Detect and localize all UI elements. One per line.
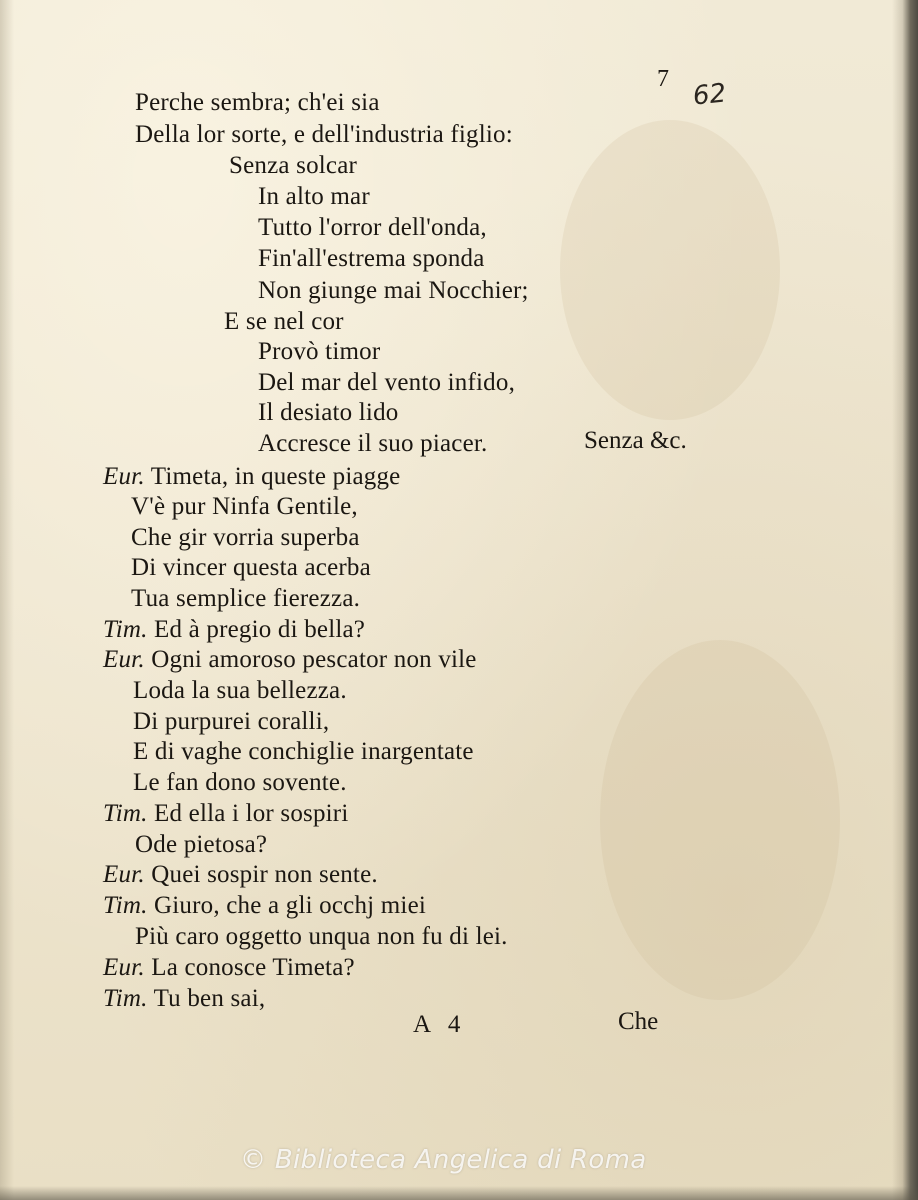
verse-text: Provò timor: [258, 338, 381, 365]
verse-line: [135, 922, 508, 952]
verse-text: In alto mar: [258, 183, 370, 210]
page-bottom-edge: [0, 1186, 918, 1200]
verse-line: [258, 337, 380, 367]
speaker-label: Tim.: [103, 985, 148, 1012]
verse-line: [258, 244, 485, 274]
verse-text: Della lor sorte, e dell'industria figlio:: [135, 121, 513, 148]
verse-text: E se nel cor: [224, 308, 344, 335]
verse-line: [131, 584, 360, 614]
verse-text: Non giunge mai Nocchier;: [258, 277, 529, 304]
verse-text: Più caro oggetto unqua non fu di lei.: [135, 923, 508, 950]
verse-text: Del mar del vento infido,: [258, 369, 516, 396]
verse-text: Accresce il suo piacer.: [258, 430, 488, 457]
page-left-shadow: [0, 0, 14, 1200]
verse-text: Tutto l'orror dell'onda,: [258, 214, 487, 241]
verse-line: [135, 830, 267, 860]
verse-line: [103, 953, 355, 983]
verse-text: Ode pietosa?: [135, 831, 268, 858]
verse-line: [133, 737, 474, 767]
verse-line: [103, 860, 378, 890]
verse-text: Il desiato lido: [258, 399, 399, 426]
verse-line: [103, 615, 365, 645]
verse-line: [258, 276, 529, 306]
verse-line: [258, 398, 398, 428]
speaker-label: Eur.: [103, 463, 145, 490]
verse-line: [258, 213, 487, 243]
refrain-reference: Senza &c.: [584, 427, 687, 454]
verse-text: La conosce Timeta?: [151, 954, 355, 981]
verse-line: [103, 891, 426, 921]
verse-text: Di vincer questa acerba: [131, 554, 371, 581]
verse-line: [133, 707, 329, 737]
verse-text: Ed à pregio di bella?: [154, 616, 366, 643]
verse-line: [135, 88, 380, 118]
verse-text: Timeta, in queste piagge: [150, 463, 401, 490]
verse-text: Ogni amoroso pescator non vile: [151, 646, 477, 673]
verse-text: Loda la sua bellezza.: [133, 677, 347, 704]
verse-text: Senza solcar: [229, 152, 358, 179]
verse-line: [103, 799, 348, 829]
verse-line: [103, 462, 400, 492]
speaker-label: Eur.: [103, 954, 145, 981]
library-watermark: © Biblioteca Angelica di Roma: [240, 1145, 647, 1175]
handwritten-folio-number: 62: [691, 78, 728, 112]
verse-line: [103, 984, 265, 1014]
verse-line: [131, 523, 360, 553]
verse-line: [224, 307, 344, 337]
paper-stain: [600, 640, 840, 1000]
verse-text: Tu ben sai,: [153, 985, 266, 1012]
speaker-label: Eur.: [103, 861, 145, 888]
verse-line: [133, 676, 347, 706]
paper-stain: [560, 120, 780, 420]
verse-text: Le fan dono sovente.: [133, 769, 347, 796]
verse-text: E di vaghe conchiglie inargentate: [133, 738, 474, 765]
verse-line: [133, 768, 347, 798]
verse-text: Perche sembra; ch'ei sia: [135, 89, 380, 116]
page-number: 7: [657, 66, 669, 92]
speaker-label: Tim.: [103, 800, 148, 827]
verse-text: Ed ella i lor sospiri: [154, 800, 349, 827]
verse-line: [229, 151, 357, 181]
signature-mark: A 4: [413, 1011, 467, 1038]
page-right-edge: [892, 0, 918, 1200]
speaker-label: Eur.: [103, 646, 145, 673]
verse-text: Che gir vorria superba: [131, 524, 360, 551]
verse-line: [258, 182, 370, 212]
verse-line: [103, 645, 477, 675]
verse-line: [135, 120, 513, 150]
speaker-label: Tim.: [103, 892, 148, 919]
verse-text: V'è pur Ninfa Gentile,: [131, 493, 358, 520]
verse-text: Quei sospir non sente.: [151, 861, 378, 888]
verse-line: [131, 492, 358, 522]
verse-text: Giuro, che a gli occhj miei: [154, 892, 427, 919]
verse-line: [258, 368, 515, 398]
verse-text: Di purpurei coralli,: [133, 708, 330, 735]
verse-text: Tua semplice fierezza.: [131, 585, 361, 612]
verse-line: [258, 429, 488, 459]
verse-line: [131, 553, 371, 583]
speaker-label: Tim.: [103, 616, 148, 643]
verse-text: Fin'all'estrema sponda: [258, 245, 485, 272]
catchword: Che: [618, 1008, 659, 1035]
